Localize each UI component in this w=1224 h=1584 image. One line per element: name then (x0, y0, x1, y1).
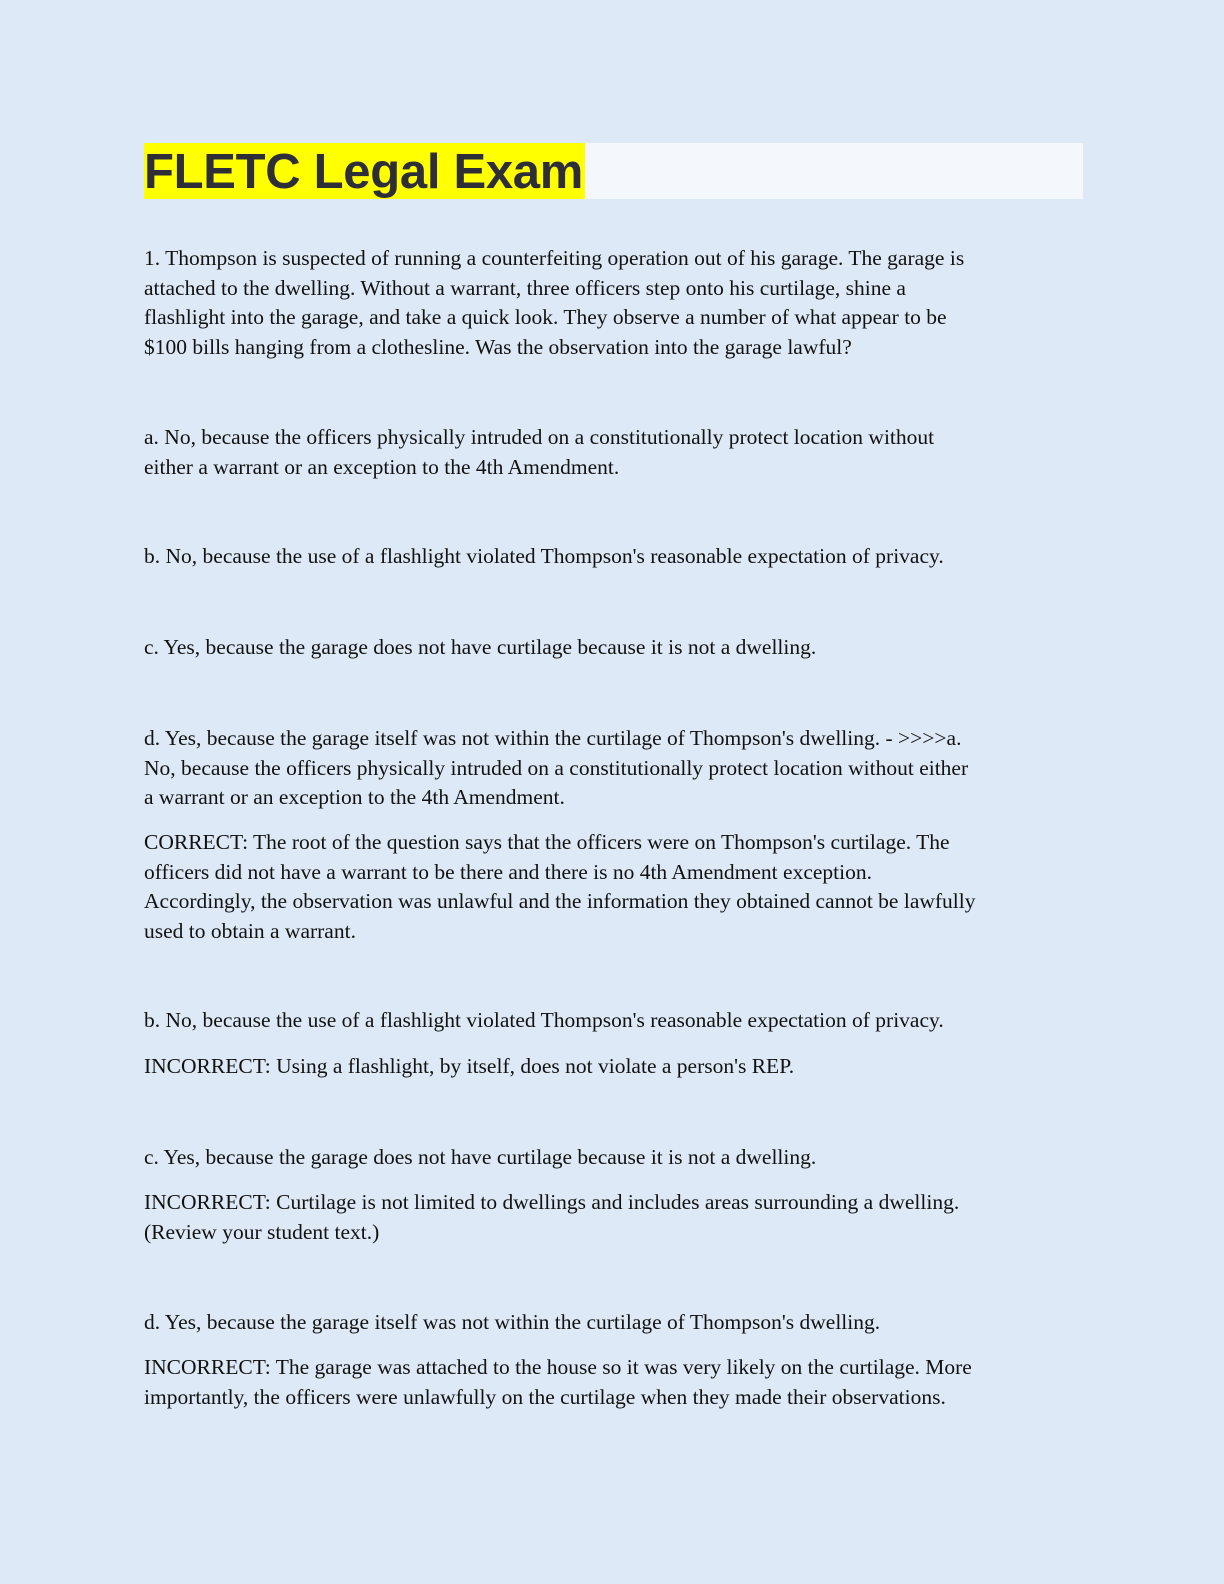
text-line: (Review your student text.) (144, 1219, 380, 1244)
text-line: used to obtain a warrant. (144, 918, 356, 943)
text-line: importantly, the officers were unlawfully on the curtilage when they made their observations. (144, 1384, 946, 1409)
text-line: b. No, because the use of a flashlight violated Thompson's reasonable expectation of privacy. (144, 544, 944, 568)
review-option-b (144, 1006, 944, 1036)
text-line: c. Yes, because the garage does not have curtilage because it is not a dwelling. (144, 635, 817, 659)
text-line: $100 bills hanging from a clothesline. Was the observation into the garage lawful? (144, 334, 852, 359)
text-line: CORRECT: The root of the question says that the officers were on Thompson's curtilage. The (144, 830, 950, 854)
text-line: a. No, because the officers physically intruded on a constitutionally protect location without (144, 425, 935, 449)
text-line: INCORRECT: Curtilage is not limited to dwellings and includes areas surrounding a dwelling. (144, 1190, 960, 1214)
text-line: flashlight into the garage, and take a quick look. They observe a number of what appear to be (144, 305, 947, 330)
review-option-d (144, 1308, 880, 1338)
option-a (144, 423, 934, 482)
review-explanation-c (144, 1188, 959, 1247)
text-line: INCORRECT: The garage was attached to the house so it was very likely on the curtilage. More (144, 1355, 972, 1379)
text-line: d. Yes, because the garage itself was not within the curtilage of Thompson's dwelling. - >>>>a. (144, 726, 962, 750)
text-line: a warrant or an exception to the 4th Amendment. (144, 785, 565, 810)
review-explanation-b (144, 1052, 794, 1082)
text-line: No, because the officers physically intruded on a constitutionally protect location without either (144, 755, 969, 780)
text-line: c. Yes, because the garage does not have curtilage because it is not a dwelling. (144, 1145, 817, 1169)
option-c (144, 633, 816, 663)
option-b (144, 542, 944, 572)
title-bar (144, 143, 1083, 199)
text-line: 1. Thompson is suspected of running a counterfeiting operation out of his garage. The garage is (144, 246, 965, 270)
review-explanation-d (144, 1353, 972, 1412)
review-option-c (144, 1143, 816, 1173)
option-d-with-answer (144, 724, 968, 813)
text-line: attached to the dwelling. Without a warrant, three officers step onto his curtilage, shine a (144, 275, 906, 300)
text-line: either a warrant or an exception to the 4th Amendment. (144, 454, 620, 479)
text-line: officers did not have a warrant to be there and there is no 4th Amendment exception. (144, 859, 872, 884)
question-text (144, 244, 964, 362)
text-line: b. No, because the use of a flashlight violated Thompson's reasonable expectation of privacy. (144, 1008, 944, 1032)
correct-explanation (144, 828, 976, 946)
text-line: Accordingly, the observation was unlawful and the information they obtained cannot be lawfully (144, 889, 976, 914)
text-line: INCORRECT: Using a flashlight, by itself, does not violate a person's REP. (144, 1054, 795, 1078)
document-title: FLETC Legal Exam (144, 145, 584, 199)
text-line: d. Yes, because the garage itself was not within the curtilage of Thompson's dwelling. (144, 1310, 881, 1334)
